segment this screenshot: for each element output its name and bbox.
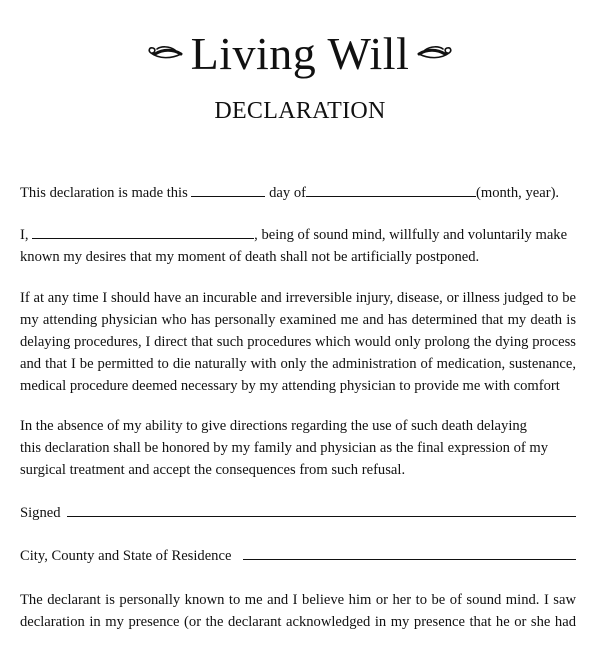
date-line bbox=[20, 182, 576, 204]
intro-line1-suffix: , being of sound mind, willfully and voluntarily make bbox=[254, 227, 568, 243]
signed-label: Signed bbox=[20, 505, 61, 521]
injury-line: If at any time I should have an incurable and irreversible injury, disease, or illness judged to be bbox=[20, 290, 576, 306]
injury-line: my attending physician who has personally examined me and has determined that my death is bbox=[20, 312, 576, 328]
document-subtitle: DECLARATION bbox=[214, 98, 386, 124]
injury-line: medical procedure deemed necessary by my attending physician to provide me with comfort bbox=[20, 378, 560, 394]
intro-prefix: I, bbox=[20, 227, 29, 243]
date-line-prefix: This declaration is made this bbox=[20, 185, 188, 201]
residence-blank-field[interactable] bbox=[243, 545, 576, 560]
intro-line2: known my desires that my moment of death shall not be artificially postponed. bbox=[20, 249, 480, 265]
witness-line: The declarant is personally known to me and I believe him or her to be of sound mind. I saw bbox=[20, 592, 576, 608]
absence-line: surgical treatment and accept the consequences from such refusal. bbox=[20, 462, 406, 478]
residence-row bbox=[20, 545, 576, 567]
absence-line: In the absence of my ability to give directions regarding the use of such death delaying bbox=[20, 418, 527, 434]
injury-line: delaying procedures, I direct that such procedures which would only prolong the dying process bbox=[20, 334, 576, 350]
declarant-name-blank-field[interactable] bbox=[32, 224, 254, 239]
left-flourish-icon bbox=[145, 41, 183, 67]
date-line-suffix: (month, year). bbox=[476, 185, 560, 201]
month-year-blank-field[interactable] bbox=[306, 182, 476, 197]
absence-paragraph bbox=[20, 415, 576, 481]
witness-line: declaration in my presence (or the declarant acknowledged in my presence that he or she had bbox=[20, 614, 576, 630]
day-blank-field[interactable] bbox=[191, 182, 265, 197]
injury-line: and that I be permitted to die naturally with only the administration of medication, sustenance, bbox=[20, 356, 576, 372]
residence-label: City, County and State of Residence bbox=[20, 548, 232, 564]
absence-line: this declaration shall be honored by my family and physician as the final expression of my bbox=[20, 440, 549, 456]
intro-paragraph bbox=[20, 224, 576, 268]
date-line-day-label: day of bbox=[269, 185, 306, 201]
document-title: Living Will bbox=[190, 28, 410, 79]
signature-blank-field[interactable] bbox=[67, 502, 576, 517]
right-flourish-icon bbox=[417, 41, 455, 67]
injury-paragraph bbox=[20, 287, 576, 397]
witness-paragraph bbox=[20, 589, 576, 633]
signed-row bbox=[20, 502, 576, 524]
title-row bbox=[0, 26, 600, 82]
